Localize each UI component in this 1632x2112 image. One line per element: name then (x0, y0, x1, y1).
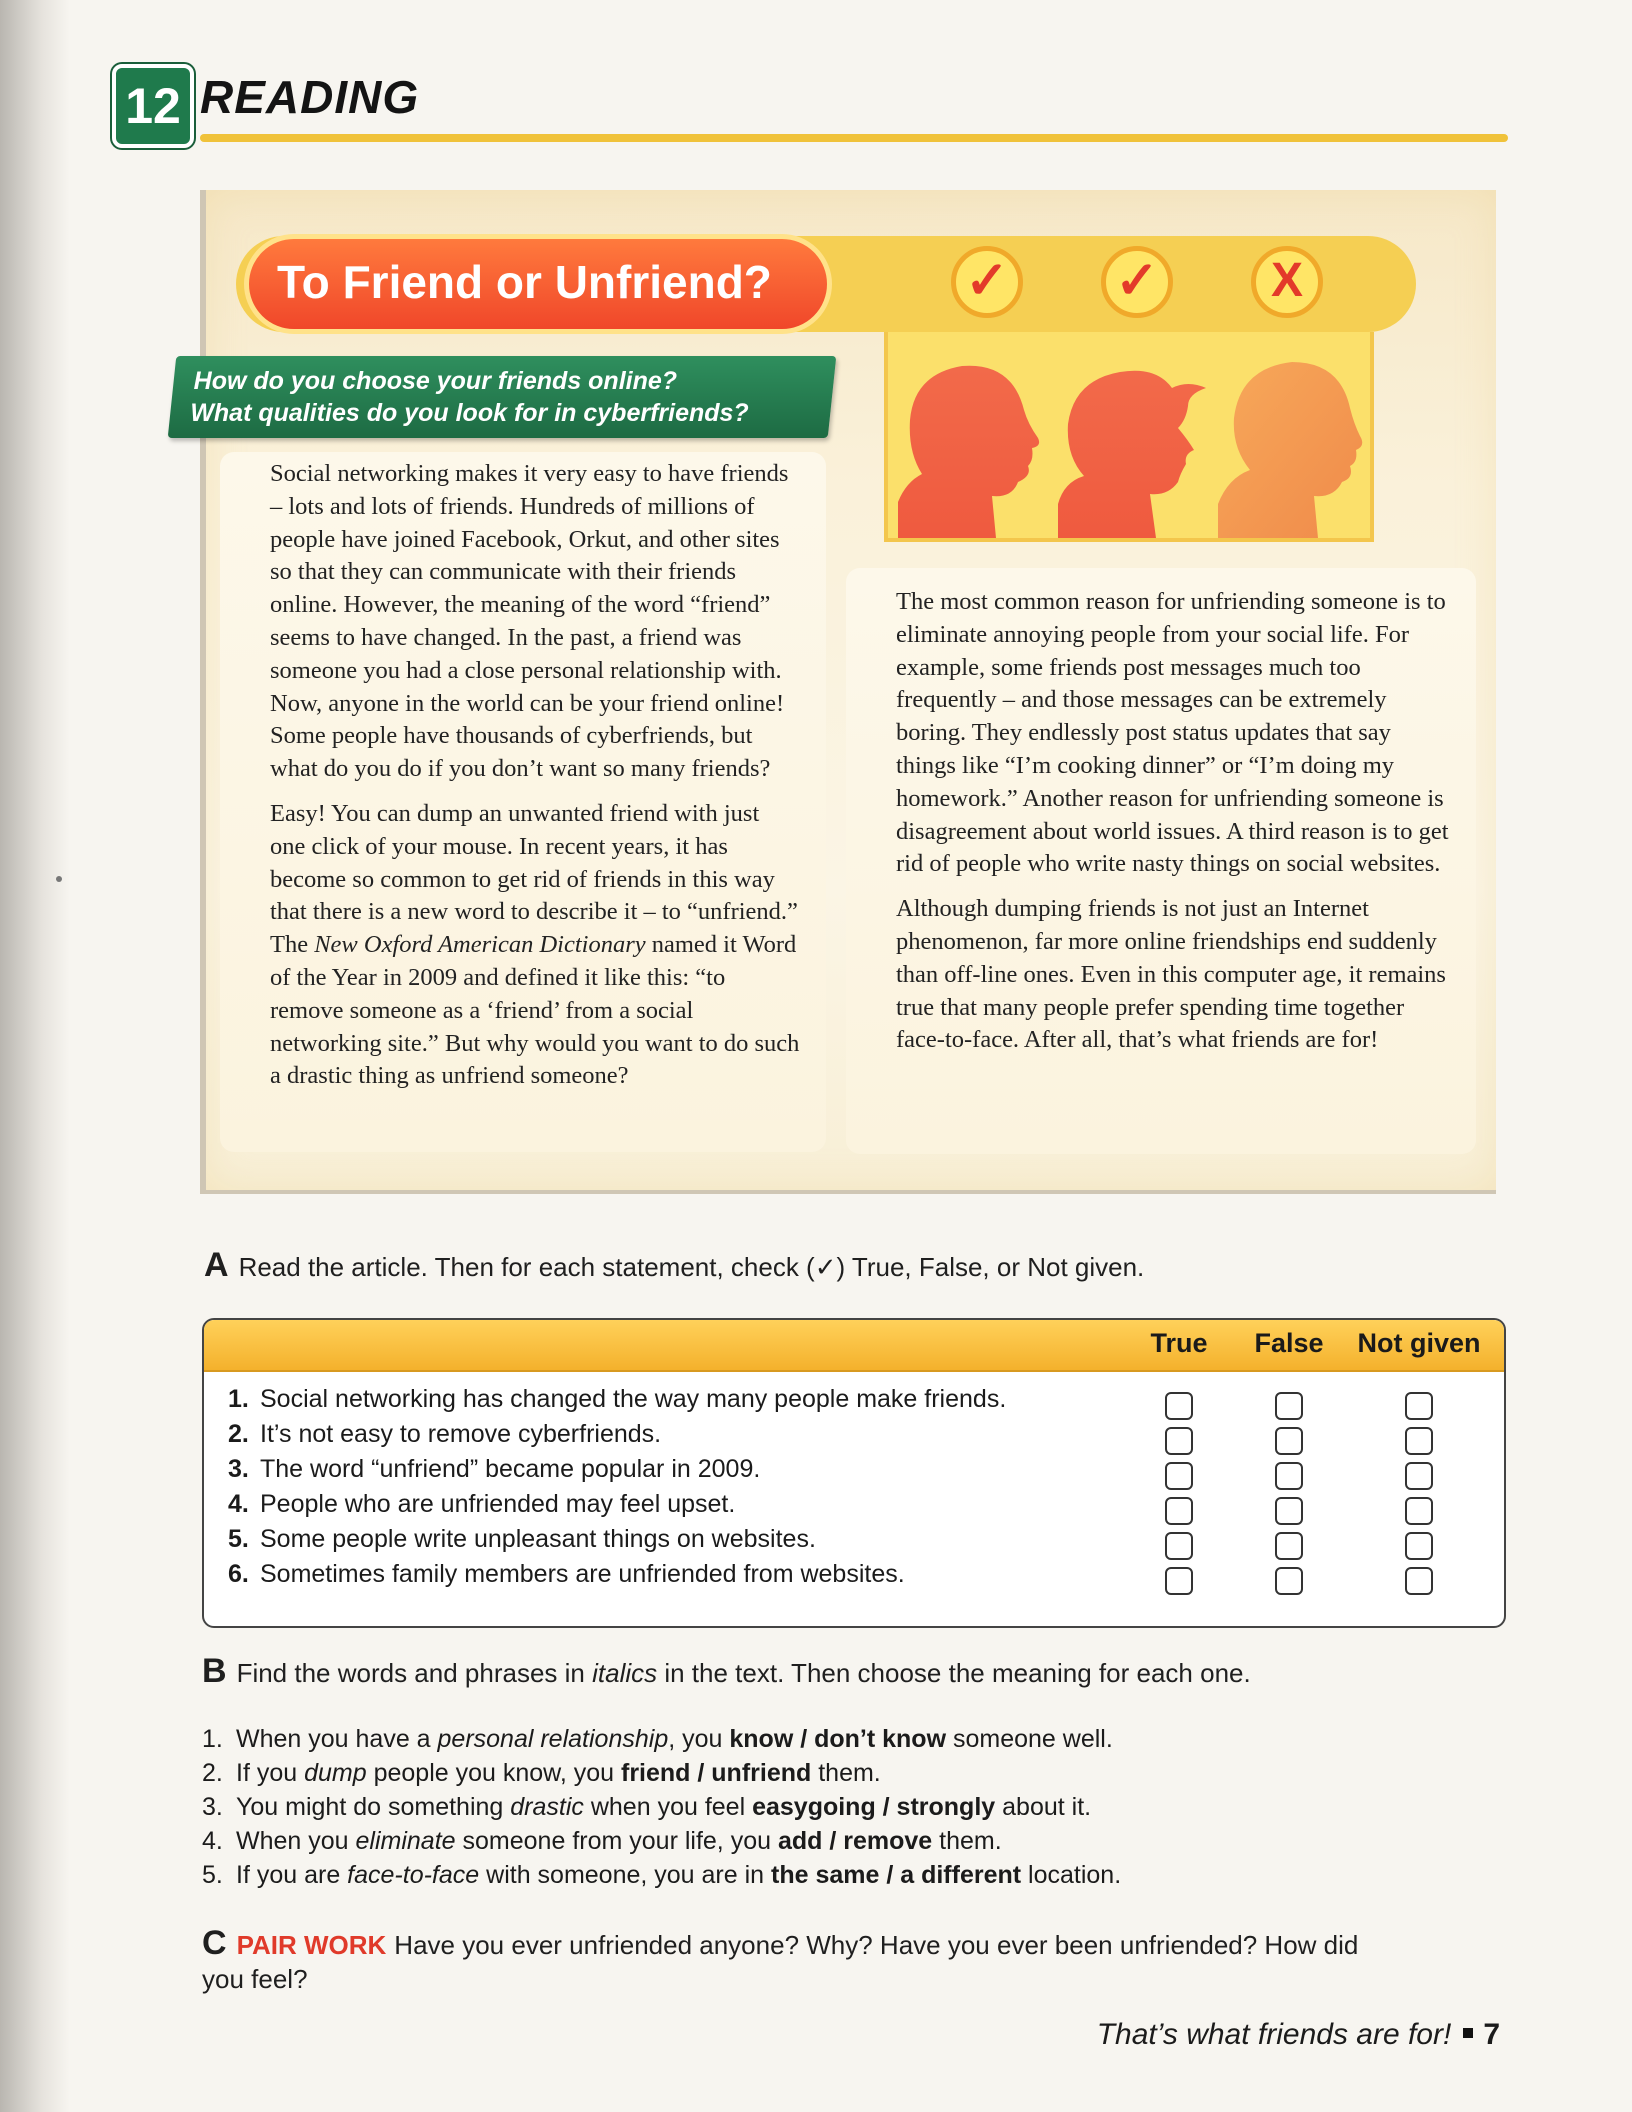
article-panel (190, 190, 1496, 1194)
checkbox-false[interactable] (1275, 1567, 1303, 1595)
page-binding-shadow (0, 0, 70, 2112)
checkbox-true[interactable] (1165, 1567, 1193, 1595)
square-bullet-icon (1463, 2028, 1473, 2038)
statement-text: The word “unfriend” became popular in 2009. (260, 1455, 761, 1483)
item-text: about it. (995, 1793, 1092, 1821)
part-b-instruction (202, 1652, 1251, 1691)
head-silhouettes-icon (888, 332, 1370, 538)
checkbox-false[interactable] (1275, 1462, 1303, 1490)
page-number: 7 (1483, 2018, 1500, 2051)
article-title (277, 255, 772, 309)
item-term: drastic (510, 1793, 584, 1821)
item-text: when you feel (583, 1793, 753, 1821)
checkbox-not-given[interactable] (1405, 1392, 1433, 1420)
checkbox-false[interactable] (1275, 1497, 1303, 1525)
true-false-table (202, 1318, 1506, 1628)
table-header (204, 1320, 1504, 1372)
instruction-italic: italics (592, 1658, 658, 1688)
statement-text: Sometimes family members are unfriended from websites. (260, 1560, 905, 1588)
statement-text: People who are unfriended may feel upset. (260, 1490, 736, 1518)
checkbox-not-given[interactable] (1405, 1462, 1433, 1490)
item-text: them. (811, 1759, 881, 1787)
item-choice[interactable]: easygoing / strongly (752, 1793, 996, 1821)
statement-text: Some people write unpleasant things on websites. (260, 1525, 816, 1553)
checkbox-true[interactable] (1165, 1427, 1193, 1455)
article-title-part1: To Friend or (277, 256, 555, 308)
item-text: them. (932, 1827, 1002, 1855)
checkbox-true[interactable] (1165, 1497, 1193, 1525)
column-header-not-given: Not given (1357, 1328, 1481, 1358)
statement-row (228, 1522, 1108, 1557)
statement-row (228, 1382, 1108, 1417)
checkbox-not-given[interactable] (1405, 1532, 1433, 1560)
item-number: 4. (202, 1827, 223, 1855)
check-mark-icon: ✓ (951, 246, 1023, 318)
part-a-instruction (204, 1246, 1144, 1285)
instruction-text: Read the article. Then for each statement, check (✓) True, False, or Not given. (238, 1252, 1145, 1282)
statement-number: 6. (228, 1560, 249, 1588)
checkbox-true[interactable] (1165, 1532, 1193, 1560)
item-text: with someone, you are in (479, 1861, 772, 1889)
unit-number-badge: 12 (112, 64, 194, 148)
article-left-column (270, 458, 800, 1105)
silhouettes-illustration (884, 332, 1374, 542)
item-number: 5. (202, 1861, 223, 1889)
item-term: eliminate (355, 1827, 456, 1855)
question-banner (168, 356, 837, 438)
vocabulary-list (202, 1722, 1452, 1892)
item-text: people you know, you (366, 1759, 621, 1787)
statement-row (228, 1452, 1108, 1487)
statement-list (228, 1382, 1108, 1592)
item-text: location. (1021, 1861, 1122, 1889)
margin-dot (56, 876, 62, 882)
statement-row (228, 1417, 1108, 1452)
vocabulary-item (202, 1824, 1452, 1858)
vocabulary-item (202, 1858, 1452, 1892)
instruction-text: in the text. Then choose the meaning for each one. (657, 1658, 1251, 1688)
column-header-true: True (1150, 1328, 1208, 1358)
item-text: , you (668, 1725, 730, 1753)
item-text: someone from your life, you (455, 1827, 778, 1855)
item-text: If you are (236, 1861, 348, 1889)
section-title: READING (200, 71, 420, 123)
article-paragraph (270, 798, 800, 1093)
checkbox-false[interactable] (1275, 1427, 1303, 1455)
item-term: face-to-face (347, 1861, 480, 1889)
vocabulary-item (202, 1756, 1452, 1790)
item-number: 1. (202, 1725, 223, 1753)
article-title-part2: Unfriend? (554, 256, 772, 308)
item-text: You might do something (236, 1793, 511, 1821)
part-letter: C (202, 1924, 227, 1962)
article-paragraph: Although dumping friends is not just an Internet phenomenon, far more online friendships end suddenly than off-line ones. Even in this computer age, it remains true that many people prefer spending time together face-to-face. After all, that’s what friends are for! (896, 895, 1446, 1054)
vocabulary-item (202, 1790, 1452, 1824)
checkbox-true[interactable] (1165, 1392, 1193, 1420)
item-text: When you have a (236, 1725, 438, 1753)
checkbox-true[interactable] (1165, 1462, 1193, 1490)
column-header-false: False (1254, 1328, 1324, 1358)
check-mark-icon: ✓ (1101, 246, 1173, 318)
item-choice[interactable]: add / remove (777, 1827, 933, 1855)
checkbox-not-given[interactable] (1405, 1427, 1433, 1455)
statement-text: Social networking has changed the way many people make friends. (260, 1385, 1007, 1413)
checkbox-false[interactable] (1275, 1532, 1303, 1560)
item-number: 3. (202, 1793, 223, 1821)
statement-text: It’s not easy to remove cyberfriends. (260, 1420, 662, 1448)
statement-row (228, 1557, 1108, 1592)
paragraph-text: named it Word of the Year in 2009 and defined it like this: “to remove someone as a ‘friend’ from a social networking site.” But why would you want to do such a drastic thing as unfriend someone? (270, 931, 800, 1090)
statement-number: 2. (228, 1420, 249, 1448)
part-letter: B (202, 1652, 227, 1690)
part-c-instruction (202, 1926, 1402, 1996)
item-term: dump (304, 1759, 367, 1787)
checkbox-false[interactable] (1275, 1392, 1303, 1420)
footer-caption: That’s what friends are for! (1096, 2018, 1452, 2051)
page-footer (1060, 2018, 1500, 2052)
article-paragraph: Social networking makes it very easy to have friends – lots and lots of friends. Hundreds of millions of people have joined Facebook, Orkut, and other sites so that they can communicate with their friends online. However, the meaning of the word “friend” seems to have changed. In the past, a friend was someone you had a close personal relationship with. Now, anyone in the world can be your friend online! Some people have thousands of cyberfriends, but what do you do if you don’t want so many friends? (270, 460, 789, 783)
item-text: When you (236, 1827, 356, 1855)
question-line: How do you choose your friends online? (193, 367, 678, 395)
statement-number: 1. (228, 1385, 249, 1413)
checkbox-not-given[interactable] (1405, 1567, 1433, 1595)
article-paragraph: The most common reason for unfriending someone is to eliminate annoying people from your social life. For example, some friends post messages much too frequently – and those messages can be extremely boring. They endlessly post status updates that say things like “I’m cooking dinner” or “I’m doing my homework.” Another reason for unfriending someone is disagreement about world issues. A third reason is to get rid of people who write nasty things on social websites. (896, 588, 1449, 878)
pair-work-label: PAIR WORK (236, 1930, 387, 1960)
paragraph-text: Easy! You can dump an unwanted friend with just one click of your mouse. In recent years, it has become so common to get rid of friends in this way that there is a new word to describe it – to “unfriend.” The (270, 799, 798, 959)
question-line: What qualities do you look for in cyberfriends? (190, 399, 749, 427)
statement-number: 4. (228, 1490, 249, 1518)
dictionary-title: New Oxford American Dictionary (314, 931, 646, 959)
vocabulary-item (202, 1722, 1452, 1756)
item-term: personal relationship (437, 1725, 669, 1753)
article-right-column (896, 586, 1456, 1069)
item-choice[interactable]: friend / unfriend (621, 1759, 812, 1787)
instruction-text: Have you ever unfriended anyone? Why? Have you ever been unfriended? How did you feel? (202, 1930, 1359, 1994)
item-choice[interactable]: the same / a different (771, 1861, 1022, 1889)
statement-number: 5. (228, 1525, 249, 1553)
part-letter: A (204, 1246, 229, 1284)
checkbox-not-given[interactable] (1405, 1497, 1433, 1525)
statement-row (228, 1487, 1108, 1522)
article-title-pill (244, 234, 832, 334)
item-text: If you (236, 1759, 305, 1787)
header-rule (200, 134, 1508, 142)
cross-mark-icon: X (1251, 246, 1323, 318)
item-text: someone well. (946, 1725, 1113, 1753)
statement-number: 3. (228, 1455, 249, 1483)
item-number: 2. (202, 1759, 223, 1787)
instruction-text: Find the words and phrases in (236, 1658, 593, 1688)
item-choice[interactable]: know / don’t know (729, 1725, 947, 1753)
